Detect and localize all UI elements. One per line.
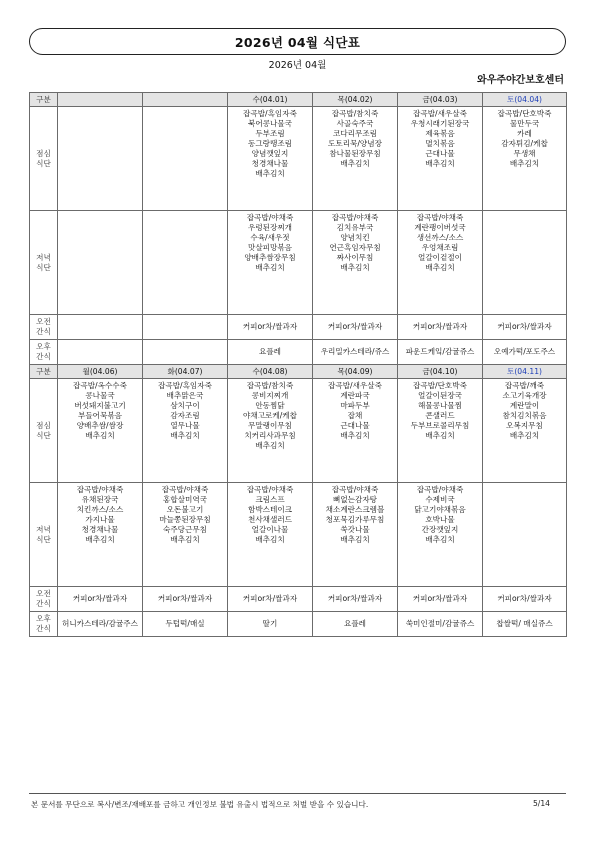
dinner-cell bbox=[143, 483, 228, 587]
menu-item: 배추김치 bbox=[85, 535, 115, 544]
am_snack-cell: 커피or차/쌀과자 bbox=[483, 315, 567, 340]
pm_snack-cell: 찹쌀떡/ 매실쥬스 bbox=[483, 612, 567, 637]
menu-item: 잡곡밥/흑임자죽 bbox=[243, 109, 297, 118]
menu-item: 해물콩나물찜 bbox=[417, 401, 462, 410]
menu-item: 무생채 bbox=[513, 149, 536, 158]
menu-item: 배추김치 bbox=[85, 431, 115, 440]
menu-item: 동그랑땡조림 bbox=[247, 139, 292, 148]
menu-item: 잡곡밥/야채죽 bbox=[161, 485, 209, 494]
lunch-label-line: 식단 bbox=[36, 158, 51, 168]
day-header: 토(04.11) bbox=[483, 365, 567, 379]
am_snack-cell: 커피or차/쌀과자 bbox=[58, 587, 143, 612]
menu-item: 배추김치 bbox=[255, 535, 285, 544]
lunch-cell bbox=[58, 379, 143, 483]
menu-item: 부들어묵볶음 bbox=[77, 411, 122, 420]
dinner-cell bbox=[313, 211, 398, 315]
lunch-cell bbox=[398, 379, 483, 483]
menu-item: 잡곡밥/야채죽 bbox=[416, 213, 464, 222]
menu-item: 연근흑임자무침 bbox=[329, 243, 381, 252]
am_snack-label-line: 간식 bbox=[36, 599, 51, 608]
menu-item: 두부조림 bbox=[255, 129, 285, 138]
menu-item: 잡곡밥/단호박죽 bbox=[413, 381, 467, 390]
menu-item: 사골숙주국 bbox=[336, 119, 374, 128]
menu-item: 감자조림 bbox=[170, 411, 200, 420]
am_snack-cell bbox=[58, 315, 143, 340]
dinner-cell bbox=[398, 211, 483, 315]
dinner-cell bbox=[143, 211, 228, 315]
menu-item: 잡곡밥/야채죽 bbox=[331, 485, 379, 494]
pm_snack-label-line: 간식 bbox=[36, 624, 51, 633]
footer-notice: 본 문서를 무단으로 복사/변조/재배포를 금하고 개인정보 불법 유출시 법적으로 처벌 받을 수 있습니다. bbox=[31, 800, 369, 809]
menu-item: 두부브로콜리무침 bbox=[410, 421, 470, 430]
menu-item: 제육볶음 bbox=[425, 129, 455, 138]
dinner-cell bbox=[58, 211, 143, 315]
menu-item: 호박나물 bbox=[425, 515, 455, 524]
am_snack-label bbox=[30, 315, 58, 340]
menu-item: 김치유부국 bbox=[336, 223, 374, 232]
dinner-cell bbox=[58, 483, 143, 587]
menu-item: 계란파국 bbox=[340, 391, 370, 400]
center-name: 와우주야간보호센터 bbox=[477, 75, 564, 86]
am_snack-label bbox=[30, 587, 58, 612]
menu-item: 삼치구이 bbox=[170, 401, 200, 410]
menu-item: 청포묵김가루무침 bbox=[325, 515, 385, 524]
lunch-row bbox=[30, 107, 567, 211]
menu-item: 열무나물 bbox=[170, 421, 200, 430]
menu-item: 배추김치 bbox=[255, 169, 285, 178]
menu-item: 마늘쫑된장무침 bbox=[159, 515, 211, 524]
lunch-cell bbox=[398, 107, 483, 211]
menu-item: 치커리사과무침 bbox=[244, 431, 296, 440]
menu-item: 버섯돼지불고기 bbox=[74, 401, 126, 410]
pm_snack-cell: 파운드케잌/감귤쥬스 bbox=[398, 340, 483, 365]
menu-item: 간장깻잎지 bbox=[421, 525, 459, 534]
lunch-cell bbox=[228, 107, 313, 211]
meal-plan-table bbox=[29, 92, 567, 637]
menu-item: 멸치볶음 bbox=[425, 139, 455, 148]
dinner-label-line: 식단 bbox=[36, 262, 51, 272]
menu-item: 배추김치 bbox=[509, 431, 540, 440]
menu-item: 북어콩나물국 bbox=[247, 119, 292, 128]
menu-item: 잡곡밥/야채죽 bbox=[331, 213, 379, 222]
day-header: 월(04.06) bbox=[58, 365, 143, 379]
pm_snack-label bbox=[30, 340, 58, 365]
menu-item: 양배추쌈장무침 bbox=[244, 253, 296, 262]
menu-item: 배추김치 bbox=[340, 263, 370, 272]
day-header bbox=[143, 93, 228, 107]
day-header: 목(04.02) bbox=[313, 93, 398, 107]
pm_snack-label bbox=[30, 612, 58, 637]
pm_snack-cell: 딸기 bbox=[228, 612, 313, 637]
lunch-cell bbox=[58, 107, 143, 211]
dinner-cell bbox=[398, 483, 483, 587]
menu-item: 배추김치 bbox=[425, 159, 455, 168]
dinner-label-line: 식단 bbox=[36, 534, 51, 544]
menu-item: 우엉채조림 bbox=[421, 243, 459, 252]
dinner-cell bbox=[483, 483, 567, 587]
menu-item: 잡곡밥/야채죽 bbox=[416, 485, 464, 494]
day-header bbox=[58, 93, 143, 107]
menu-item: 청경채나물 bbox=[251, 159, 289, 168]
menu-item: 잡곡밥/야채죽 bbox=[76, 485, 124, 494]
menu-item: 도토리묵/양념장 bbox=[328, 139, 382, 148]
menu-item: 양념깻잎지 bbox=[251, 149, 289, 158]
menu-item: 무말랭이무침 bbox=[247, 421, 292, 430]
lunch-row bbox=[30, 379, 567, 483]
menu-item: 잡곡밥/야채죽 bbox=[246, 213, 294, 222]
pm_snack-label-line: 오후 bbox=[36, 614, 51, 623]
menu-item: 우렁된장찌개 bbox=[247, 223, 292, 232]
menu-item: 계란말이 bbox=[509, 401, 540, 410]
am_snack-row bbox=[30, 315, 567, 340]
dinner-label bbox=[30, 211, 58, 315]
menu-item: 잡곡밥/깨죽 bbox=[504, 381, 545, 390]
menu-item: 치킨까스/소스 bbox=[76, 505, 124, 514]
menu-item: 크림스프 bbox=[255, 495, 285, 504]
menu-item: 잡곡밥/새우살죽 bbox=[328, 381, 382, 390]
menu-item: 유채된장국 bbox=[81, 495, 119, 504]
menu-item: 얼갈이겉절이 bbox=[417, 253, 462, 262]
menu-item: 잡곡밥/참치죽 bbox=[331, 109, 379, 118]
menu-item: 근대나물 bbox=[425, 149, 455, 158]
day-header: 수(04.01) bbox=[228, 93, 313, 107]
am_snack-cell: 커피or차/쌀과자 bbox=[483, 587, 567, 612]
day-header: 토(04.04) bbox=[483, 93, 567, 107]
menu-item: 잡곡밥/흑임자죽 bbox=[158, 381, 212, 390]
dinner-row bbox=[30, 211, 567, 315]
pm_snack-cell: 오예가떡/포도주스 bbox=[483, 340, 567, 365]
menu-item: 배추김치 bbox=[340, 159, 370, 168]
lunch-label-line: 점심 bbox=[36, 420, 51, 430]
menu-item: 얼갈이된장국 bbox=[417, 391, 462, 400]
dinner-row bbox=[30, 483, 567, 587]
menu-item: 우청시래기된장국 bbox=[410, 119, 470, 128]
menu-item: 배추김치 bbox=[425, 535, 455, 544]
day-header: 금(04.10) bbox=[398, 365, 483, 379]
am_snack-cell: 커피or차/쌀과자 bbox=[143, 587, 228, 612]
menu-item: 배추김치 bbox=[340, 535, 370, 544]
menu-item: 뼈없는감자탕 bbox=[332, 495, 377, 504]
category-label: 구분 bbox=[30, 93, 58, 107]
menu-item: 채소계란스크렘블 bbox=[325, 505, 385, 514]
menu-item: 배추김치 bbox=[509, 159, 540, 168]
menu-item: 계란팽이버섯국 bbox=[414, 223, 466, 232]
day-header-row bbox=[30, 93, 567, 107]
dinner-cell bbox=[228, 483, 313, 587]
menu-item: 물만두국 bbox=[509, 119, 540, 128]
menu-item: 함박스테이크 bbox=[247, 505, 292, 514]
menu-item: 닭고기야채볶음 bbox=[414, 505, 466, 514]
menu-item: 홍합살미역국 bbox=[162, 495, 207, 504]
am_snack-cell: 커피or차/쌀과자 bbox=[398, 315, 483, 340]
menu-item: 천사채샐러드 bbox=[247, 515, 292, 524]
lunch-cell bbox=[483, 107, 567, 211]
am_snack-cell: 커피or차/쌀과자 bbox=[398, 587, 483, 612]
category-label: 구분 bbox=[30, 365, 58, 379]
menu-item: 짜사이무침 bbox=[336, 253, 374, 262]
menu-item: 참치김치볶음 bbox=[502, 411, 547, 420]
day-header: 수(04.08) bbox=[228, 365, 313, 379]
menu-item: 배추김치 bbox=[255, 263, 285, 272]
pm_snack-cell: 쑥미인절미/감귤쥬스 bbox=[398, 612, 483, 637]
page-subtitle: 2026년 04월 bbox=[268, 60, 327, 71]
pm_snack-cell: 허니카스테라/감귤주스 bbox=[58, 612, 143, 637]
am_snack-cell: 커피or차/쌀과자 bbox=[313, 315, 398, 340]
pm_snack-cell: 요플레 bbox=[228, 340, 313, 365]
menu-item: 잡곡밥/옥수수죽 bbox=[73, 381, 127, 390]
pm_snack-row bbox=[30, 340, 567, 365]
dinner-label bbox=[30, 483, 58, 587]
pm_snack-cell: 우리밀카스테라/쥬스 bbox=[313, 340, 398, 365]
menu-item: 배추김치 bbox=[340, 431, 370, 440]
page-number: 5/14 bbox=[532, 799, 550, 808]
menu-item: 오돈불고기 bbox=[166, 505, 204, 514]
menu-item: 배추김치 bbox=[170, 431, 200, 440]
menu-item: 감자튀김/케찹 bbox=[501, 139, 548, 148]
lunch-label-line: 식단 bbox=[36, 430, 51, 440]
menu-item: 맛살피망볶음 bbox=[247, 243, 292, 252]
menu-item: 콩비지찌개 bbox=[251, 391, 289, 400]
menu-item: 야채고로케/케찹 bbox=[243, 411, 297, 420]
pm_snack-label-line: 오후 bbox=[36, 342, 51, 351]
menu-item: 수육/새우젓 bbox=[250, 233, 290, 242]
dinner-label-line: 저녁 bbox=[36, 524, 51, 534]
am_snack-cell: 커피or차/쌀과자 bbox=[228, 315, 313, 340]
dinner-cell bbox=[313, 483, 398, 587]
menu-item: 양념치킨 bbox=[340, 233, 370, 242]
menu-item: 쑥갓나물 bbox=[340, 525, 370, 534]
menu-item: 가지나물 bbox=[85, 515, 115, 524]
menu-item: 수제비국 bbox=[425, 495, 455, 504]
dinner-label-line: 저녁 bbox=[36, 252, 51, 262]
page-title: 2026년 04월 식단표 bbox=[29, 28, 566, 55]
lunch-cell bbox=[313, 379, 398, 483]
pm_snack-cell: 두텁떡/매실 bbox=[143, 612, 228, 637]
pm_snack-cell bbox=[58, 340, 143, 365]
lunch-label-line: 점심 bbox=[36, 148, 51, 158]
pm_snack-cell bbox=[143, 340, 228, 365]
lunch-cell bbox=[313, 107, 398, 211]
dinner-cell bbox=[483, 211, 567, 315]
menu-item: 카레 bbox=[517, 129, 532, 138]
day-header: 목(04.09) bbox=[313, 365, 398, 379]
menu-item: 배추맑은국 bbox=[166, 391, 204, 400]
lunch-cell bbox=[143, 107, 228, 211]
menu-item: 참나물된장무침 bbox=[329, 149, 381, 158]
menu-item: 생선까스/소스 bbox=[416, 233, 464, 242]
day-header: 화(04.07) bbox=[143, 365, 228, 379]
am_snack-row bbox=[30, 587, 567, 612]
menu-item: 잡곡밥/단호박죽 bbox=[497, 109, 552, 118]
am_snack-label-line: 간식 bbox=[36, 327, 51, 336]
menu-item: 숙주당근무침 bbox=[162, 525, 207, 534]
menu-item: 얼갈이나물 bbox=[251, 525, 289, 534]
menu-item: 콘샐러드 bbox=[425, 411, 455, 420]
menu-item: 오복지무침 bbox=[506, 421, 543, 430]
menu-item: 잡채 bbox=[347, 411, 363, 420]
am_snack-cell bbox=[143, 315, 228, 340]
day-header: 금(04.03) bbox=[398, 93, 483, 107]
menu-item: 잡곡밥/야채죽 bbox=[246, 485, 294, 494]
menu-item: 잡곡밥/참치죽 bbox=[246, 381, 294, 390]
lunch-cell bbox=[483, 379, 567, 483]
lunch-label bbox=[30, 379, 58, 483]
menu-item: 코다리무조림 bbox=[332, 129, 377, 138]
menu-item: 근대나물 bbox=[340, 421, 370, 430]
lunch-cell bbox=[228, 379, 313, 483]
am_snack-label-line: 오전 bbox=[36, 589, 51, 598]
am_snack-label-line: 오전 bbox=[36, 317, 51, 326]
footer-divider bbox=[29, 793, 566, 794]
menu-item: 양배추쌈/쌈장 bbox=[76, 421, 124, 430]
menu-item: 잡곡밥/새우살죽 bbox=[413, 109, 467, 118]
lunch-label bbox=[30, 107, 58, 211]
menu-item: 배추김치 bbox=[425, 263, 455, 272]
menu-item: 안동찜닭 bbox=[255, 401, 285, 410]
lunch-cell bbox=[143, 379, 228, 483]
am_snack-cell: 커피or차/쌀과자 bbox=[228, 587, 313, 612]
menu-item: 마파두부 bbox=[340, 401, 370, 410]
menu-item: 배추김치 bbox=[170, 535, 200, 544]
pm_snack-row bbox=[30, 612, 567, 637]
pm_snack-label-line: 간식 bbox=[36, 352, 51, 361]
pm_snack-cell: 요플레 bbox=[313, 612, 398, 637]
menu-item: 콩나물국 bbox=[85, 391, 115, 400]
menu-item: 소고기육개장 bbox=[502, 391, 547, 400]
am_snack-cell: 커피or차/쌀과자 bbox=[313, 587, 398, 612]
menu-item: 배추김치 bbox=[425, 431, 455, 440]
menu-item: 배추김치 bbox=[255, 441, 285, 450]
day-header-row bbox=[30, 365, 567, 379]
menu-item: 청경채나물 bbox=[81, 525, 119, 534]
dinner-cell bbox=[228, 211, 313, 315]
